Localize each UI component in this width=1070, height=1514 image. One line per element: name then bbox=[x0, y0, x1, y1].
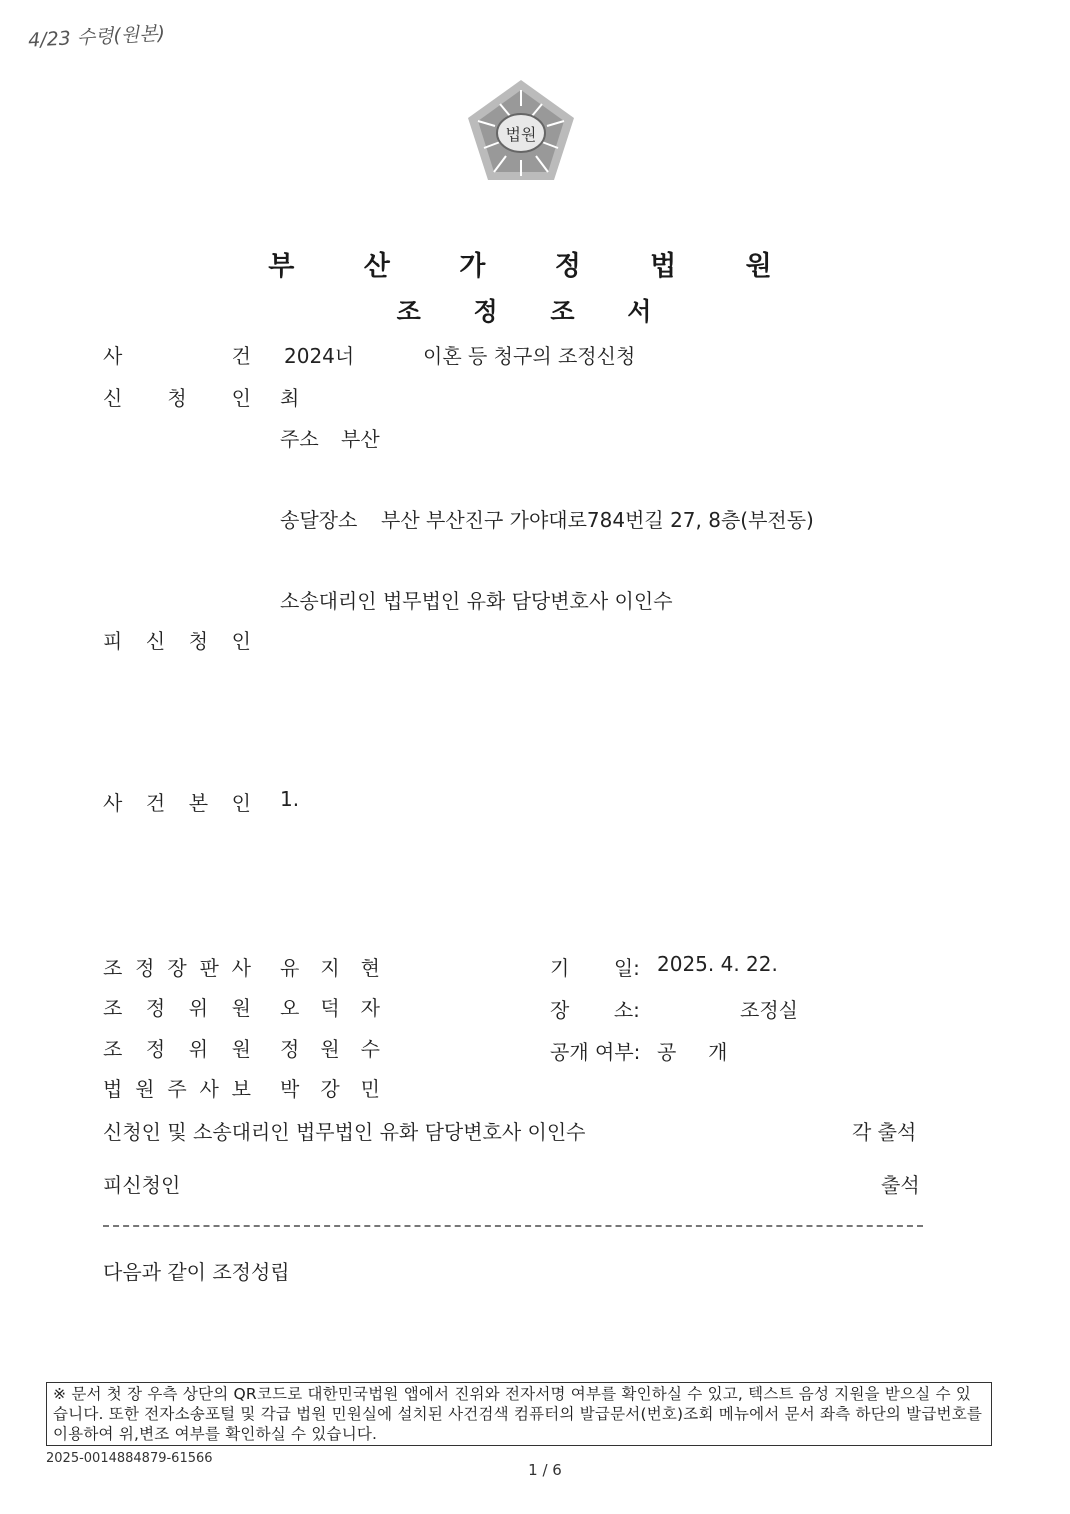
date-label: 기 일: bbox=[550, 956, 640, 980]
court-name: 부 산 가 정 법 원 bbox=[268, 251, 802, 282]
handwritten-receipt-note: 4/23 수령(원본) bbox=[27, 22, 166, 52]
official-row-3-name: 정 원 수 bbox=[280, 1037, 380, 1061]
attendance-respondent-status: 출석 bbox=[881, 1173, 920, 1197]
issue-number: 2025-0014884879-61566 bbox=[46, 1451, 213, 1466]
date-value: 2025. 4. 22. bbox=[657, 952, 778, 976]
mediation-result: 다음과 같이 조정성립 bbox=[103, 1260, 290, 1284]
applicant-address-label: 주소 bbox=[280, 427, 319, 451]
official-row-1-label: 조 정 장 판 사 bbox=[103, 956, 251, 980]
verification-notice: ※ 문서 첫 장 우측 상단의 QR코드로 대한민국법원 앱에서 진위와 전자서명 여부를 확인하실 수 있고, 텍스트 음성 지원을 받으실 수 있습니다. 또한 전자소송포털 및 각급 법원 민원실에 설치된 사건검색 컴퓨터의 발급문서(번호)조회 메뉴에서 문서 좌측 하단의 발급번호를 이용하여 위,변조 여부를 확인하실 수 있습니다. bbox=[46, 1382, 992, 1446]
attendance-applicant-status: 각 출석 bbox=[852, 1120, 917, 1144]
dashed-divider bbox=[103, 1225, 923, 1227]
court-emblem-icon bbox=[462, 76, 580, 186]
applicant-name: 최 bbox=[280, 386, 300, 410]
official-row-3-label: 조 정 위 원 bbox=[103, 1037, 251, 1061]
official-row-4-label: 법 원 주 사 보 bbox=[103, 1077, 251, 1101]
principal-label: 사 건 본 인 bbox=[103, 791, 251, 815]
principal-value: 1. bbox=[280, 787, 300, 811]
document-title: 조 정 조 서 bbox=[396, 297, 674, 326]
case-number: 2024너 bbox=[284, 344, 355, 368]
applicant-label: 신 청 인 bbox=[103, 386, 251, 410]
place-label: 장 소: bbox=[550, 998, 640, 1022]
delivery-address: 부산 부산진구 가야대로784번길 27, 8층(부전동) bbox=[381, 508, 814, 532]
official-row-4-name: 박 강 민 bbox=[280, 1077, 380, 1101]
delivery-label: 송달장소 bbox=[280, 508, 358, 532]
place-value: 조정실 bbox=[740, 998, 798, 1022]
official-row-2-label: 조 정 위 원 bbox=[103, 996, 251, 1020]
applicant-address: 부산 bbox=[341, 427, 380, 451]
attendance-applicant: 신청인 및 소송대리인 법무법인 유화 담당변호사 이인수 bbox=[103, 1120, 586, 1144]
official-row-2-name: 오 덕 자 bbox=[280, 996, 380, 1020]
public-value: 공 개 bbox=[657, 1040, 728, 1064]
public-label: 공개 여부: bbox=[550, 1040, 641, 1064]
respondent-label: 피 신 청 인 bbox=[103, 629, 251, 653]
applicant-agent: 소송대리인 법무법인 유화 담당변호사 이인수 bbox=[280, 589, 673, 613]
page-number: 1 / 6 bbox=[528, 1461, 562, 1479]
case-label: 사 건 bbox=[103, 344, 251, 368]
emblem-text: 법원 bbox=[505, 125, 537, 144]
official-row-1-name: 유 지 현 bbox=[280, 956, 380, 980]
attendance-respondent: 피신청인 bbox=[103, 1173, 181, 1197]
case-name: 이혼 등 청구의 조정신청 bbox=[423, 344, 636, 368]
